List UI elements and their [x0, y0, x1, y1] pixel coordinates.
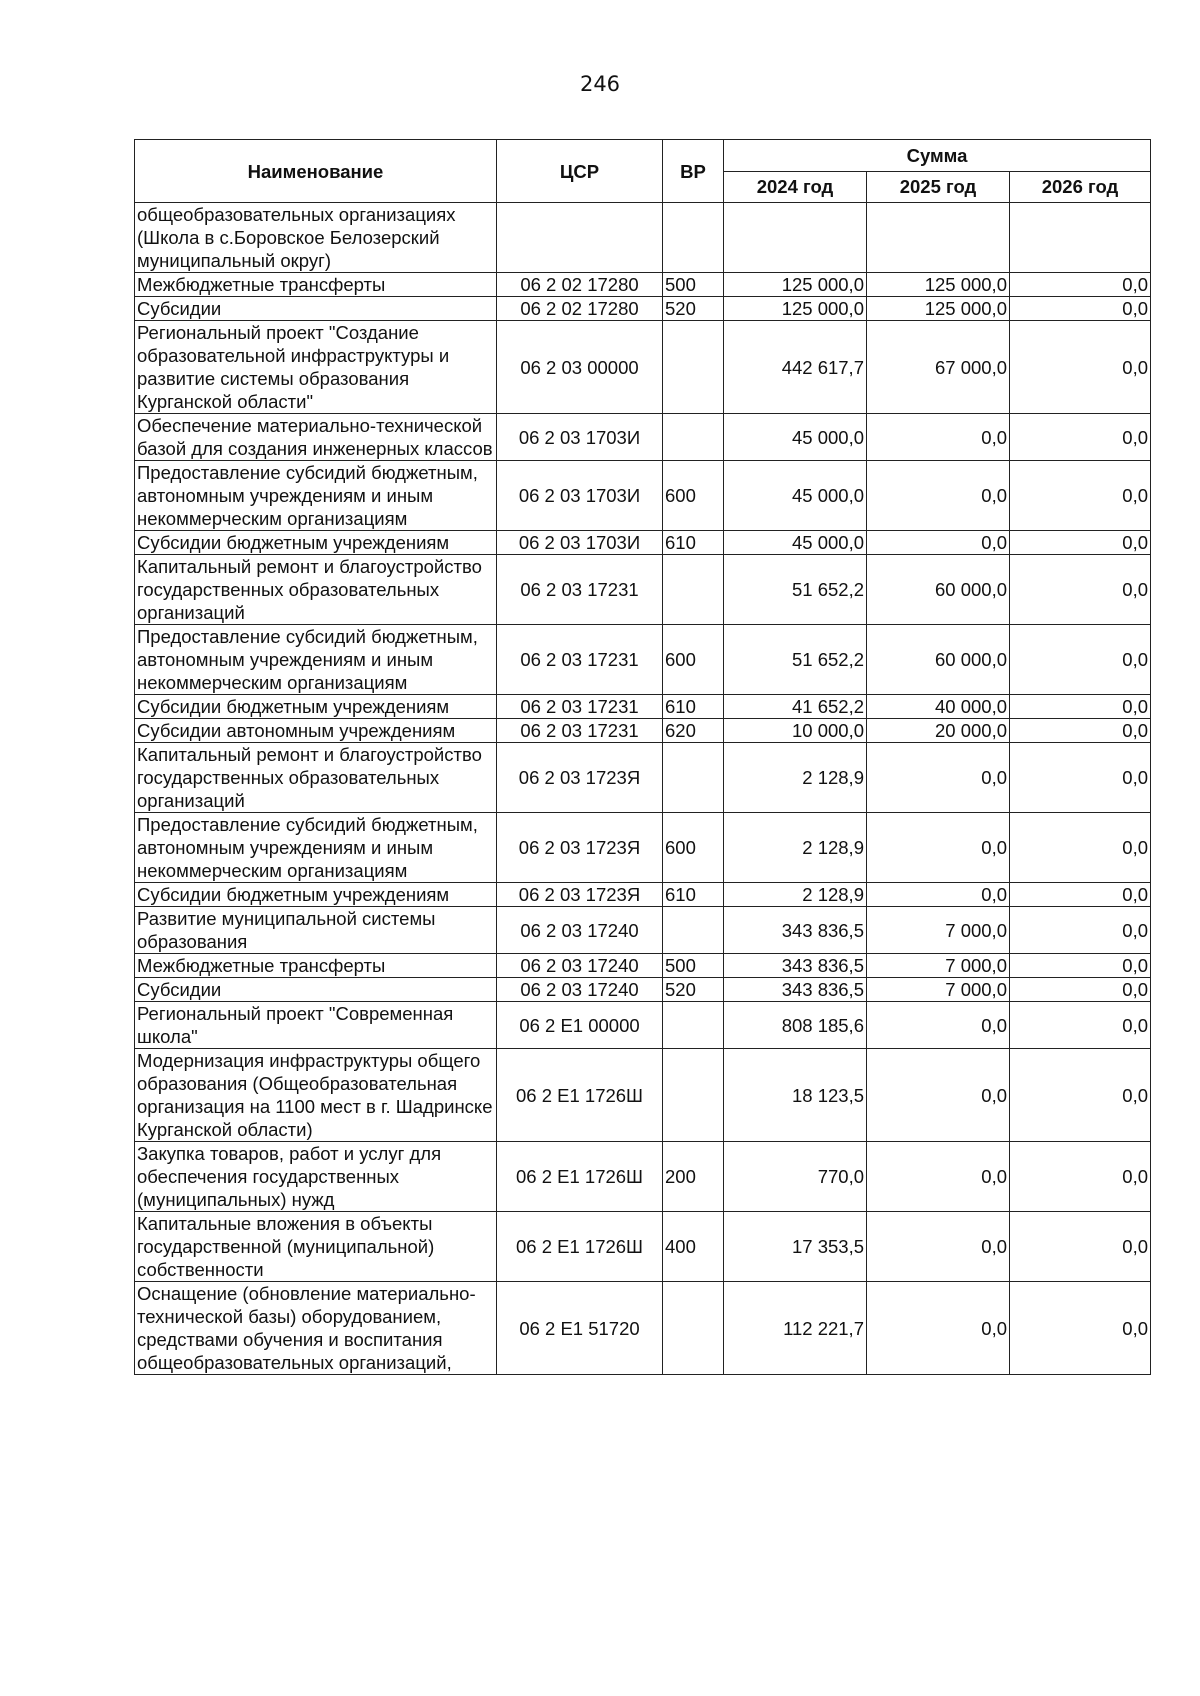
header-year-2024: 2024 год — [724, 171, 867, 203]
cell-2024: 112 221,7 — [724, 1282, 867, 1375]
cell-2024: 51 652,2 — [724, 555, 867, 625]
cell-2026: 0,0 — [1010, 555, 1151, 625]
cell-2024: 2 128,9 — [724, 883, 867, 907]
cell-csr: 06 2 03 1723Я — [497, 743, 663, 813]
cell-vr: 400 — [663, 1212, 724, 1282]
budget-table — [134, 139, 1151, 1375]
cell-csr: 06 2 03 1723Я — [497, 813, 663, 883]
cell-csr: 06 2 02 17280 — [497, 273, 663, 297]
cell-csr: 06 2 03 1703И — [497, 461, 663, 531]
cell-2026: 0,0 — [1010, 1049, 1151, 1142]
table-row — [135, 1212, 1151, 1282]
cell-name: Субсидии бюджетным учреждениям — [135, 531, 497, 555]
cell-2025: 0,0 — [867, 883, 1010, 907]
table-row — [135, 695, 1151, 719]
table-row — [135, 978, 1151, 1002]
cell-csr: 06 2 E1 1726Ш — [497, 1212, 663, 1282]
cell-2024: 45 000,0 — [724, 461, 867, 531]
cell-name: Субсидии — [135, 297, 497, 321]
cell-2024: 125 000,0 — [724, 273, 867, 297]
cell-2025: 7 000,0 — [867, 954, 1010, 978]
cell-2025: 0,0 — [867, 414, 1010, 461]
cell-vr — [663, 555, 724, 625]
cell-name: Капитальный ремонт и благоустройство государственных образовательных организаций — [135, 743, 497, 813]
cell-csr: 06 2 03 1703И — [497, 531, 663, 555]
header-sum: Сумма — [724, 140, 1151, 172]
cell-csr — [497, 203, 663, 273]
cell-2024: 45 000,0 — [724, 414, 867, 461]
cell-2025: 0,0 — [867, 1212, 1010, 1282]
cell-2024: 18 123,5 — [724, 1049, 867, 1142]
cell-2025: 0,0 — [867, 461, 1010, 531]
table-row — [135, 813, 1151, 883]
cell-2024: 17 353,5 — [724, 1212, 867, 1282]
cell-2024: 41 652,2 — [724, 695, 867, 719]
cell-name: Развитие муниципальной системы образования — [135, 907, 497, 954]
table-row — [135, 461, 1151, 531]
cell-2025: 7 000,0 — [867, 978, 1010, 1002]
table-row — [135, 1049, 1151, 1142]
cell-2025 — [867, 203, 1010, 273]
cell-name: Субсидии — [135, 978, 497, 1002]
cell-2025: 0,0 — [867, 1049, 1010, 1142]
cell-csr: 06 2 03 1703И — [497, 414, 663, 461]
cell-2026 — [1010, 203, 1151, 273]
cell-vr — [663, 1049, 724, 1142]
cell-name: Межбюджетные трансферты — [135, 273, 497, 297]
cell-csr: 06 2 03 17240 — [497, 954, 663, 978]
cell-2024: 343 836,5 — [724, 907, 867, 954]
cell-2026: 0,0 — [1010, 978, 1151, 1002]
cell-2026: 0,0 — [1010, 883, 1151, 907]
cell-2024: 2 128,9 — [724, 743, 867, 813]
cell-vr: 520 — [663, 297, 724, 321]
page-number: 246 — [579, 72, 621, 96]
cell-2024: 343 836,5 — [724, 954, 867, 978]
table-row — [135, 719, 1151, 743]
table-row — [135, 625, 1151, 695]
cell-2025: 125 000,0 — [867, 297, 1010, 321]
cell-name: общеобразовательных организациях (Школа в с.Боровское Белозерский муниципальный округ) — [135, 203, 497, 273]
cell-2026: 0,0 — [1010, 531, 1151, 555]
cell-csr: 06 2 02 17280 — [497, 297, 663, 321]
cell-csr: 06 2 03 17240 — [497, 907, 663, 954]
table-row — [135, 297, 1151, 321]
cell-name: Региональный проект "Современная школа" — [135, 1002, 497, 1049]
table-header — [135, 140, 1151, 203]
cell-csr: 06 2 03 17231 — [497, 555, 663, 625]
cell-vr: 200 — [663, 1142, 724, 1212]
cell-vr: 600 — [663, 813, 724, 883]
table-row — [135, 414, 1151, 461]
table-row — [135, 883, 1151, 907]
cell-name: Обеспечение материально-технической базой для создания инженерных классов — [135, 414, 497, 461]
cell-2025: 60 000,0 — [867, 625, 1010, 695]
cell-name: Региональный проект "Создание образовательной инфраструктуры и развитие системы образования Курганской области" — [135, 321, 497, 414]
header-year-2026: 2026 год — [1010, 171, 1151, 203]
table-row — [135, 1002, 1151, 1049]
cell-csr: 06 2 E1 00000 — [497, 1002, 663, 1049]
cell-name: Капитальный ремонт и благоустройство государственных образовательных организаций — [135, 555, 497, 625]
cell-name: Капитальные вложения в объекты государственной (муниципальной) собственности — [135, 1212, 497, 1282]
table-row — [135, 1142, 1151, 1212]
cell-2026: 0,0 — [1010, 461, 1151, 531]
cell-2026: 0,0 — [1010, 1282, 1151, 1375]
cell-2025: 0,0 — [867, 1282, 1010, 1375]
cell-csr: 06 2 03 1723Я — [497, 883, 663, 907]
cell-2026: 0,0 — [1010, 321, 1151, 414]
cell-2026: 0,0 — [1010, 1142, 1151, 1212]
cell-vr — [663, 907, 724, 954]
cell-name: Субсидии бюджетным учреждениям — [135, 883, 497, 907]
cell-2026: 0,0 — [1010, 954, 1151, 978]
cell-vr: 620 — [663, 719, 724, 743]
cell-2026: 0,0 — [1010, 743, 1151, 813]
cell-2026: 0,0 — [1010, 1212, 1151, 1282]
cell-name: Предоставление субсидий бюджетным, автономным учреждениям и иным некоммерческим организациям — [135, 625, 497, 695]
cell-csr: 06 2 E1 1726Ш — [497, 1049, 663, 1142]
cell-vr: 520 — [663, 978, 724, 1002]
cell-name: Оснащение (обновление материально-технической базы) оборудованием, средствами обучения и воспитания общеобразовательных организаций, — [135, 1282, 497, 1375]
header-name: Наименование — [135, 140, 497, 203]
header-vr: ВР — [663, 140, 724, 203]
table-row — [135, 273, 1151, 297]
cell-2026: 0,0 — [1010, 813, 1151, 883]
cell-2024: 10 000,0 — [724, 719, 867, 743]
cell-csr: 06 2 03 17231 — [497, 695, 663, 719]
cell-csr: 06 2 03 17240 — [497, 978, 663, 1002]
cell-csr: 06 2 E1 1726Ш — [497, 1142, 663, 1212]
cell-2024: 442 617,7 — [724, 321, 867, 414]
cell-2024: 2 128,9 — [724, 813, 867, 883]
cell-2025: 0,0 — [867, 1002, 1010, 1049]
cell-2024: 770,0 — [724, 1142, 867, 1212]
header-csr: ЦСР — [497, 140, 663, 203]
cell-csr: 06 2 03 17231 — [497, 719, 663, 743]
cell-2025: 40 000,0 — [867, 695, 1010, 719]
table-row — [135, 1282, 1151, 1375]
table-body — [135, 203, 1151, 1375]
cell-vr: 500 — [663, 954, 724, 978]
cell-csr: 06 2 03 00000 — [497, 321, 663, 414]
cell-2024: 45 000,0 — [724, 531, 867, 555]
cell-vr: 610 — [663, 883, 724, 907]
cell-vr — [663, 414, 724, 461]
cell-vr — [663, 1002, 724, 1049]
cell-2024 — [724, 203, 867, 273]
cell-2024: 51 652,2 — [724, 625, 867, 695]
cell-vr — [663, 203, 724, 273]
cell-2026: 0,0 — [1010, 273, 1151, 297]
cell-2026: 0,0 — [1010, 1002, 1151, 1049]
cell-2025: 7 000,0 — [867, 907, 1010, 954]
cell-2025: 20 000,0 — [867, 719, 1010, 743]
cell-name: Предоставление субсидий бюджетным, автономным учреждениям и иным некоммерческим организациям — [135, 461, 497, 531]
cell-2025: 125 000,0 — [867, 273, 1010, 297]
table-row — [135, 203, 1151, 273]
cell-vr: 600 — [663, 625, 724, 695]
cell-2024: 125 000,0 — [724, 297, 867, 321]
cell-2025: 0,0 — [867, 531, 1010, 555]
table-row — [135, 743, 1151, 813]
cell-vr — [663, 321, 724, 414]
cell-name: Предоставление субсидий бюджетным, автономным учреждениям и иным некоммерческим организациям — [135, 813, 497, 883]
cell-vr: 610 — [663, 531, 724, 555]
cell-vr: 500 — [663, 273, 724, 297]
cell-2026: 0,0 — [1010, 625, 1151, 695]
table-row — [135, 907, 1151, 954]
cell-2025: 0,0 — [867, 813, 1010, 883]
cell-name: Модернизация инфраструктуры общего образования (Общеобразовательная организация на 1100 мест в г. Шадринске Курганской области) — [135, 1049, 497, 1142]
table-row — [135, 555, 1151, 625]
table-row — [135, 321, 1151, 414]
cell-2026: 0,0 — [1010, 414, 1151, 461]
cell-2025: 67 000,0 — [867, 321, 1010, 414]
cell-csr: 06 2 E1 51720 — [497, 1282, 663, 1375]
table-row — [135, 531, 1151, 555]
cell-2026: 0,0 — [1010, 297, 1151, 321]
cell-name: Межбюджетные трансферты — [135, 954, 497, 978]
cell-2025: 0,0 — [867, 1142, 1010, 1212]
cell-2026: 0,0 — [1010, 695, 1151, 719]
cell-2024: 343 836,5 — [724, 978, 867, 1002]
cell-name: Субсидии автономным учреждениям — [135, 719, 497, 743]
cell-name: Закупка товаров, работ и услуг для обеспечения государственных (муниципальных) нужд — [135, 1142, 497, 1212]
cell-vr: 600 — [663, 461, 724, 531]
cell-2025: 60 000,0 — [867, 555, 1010, 625]
cell-vr — [663, 743, 724, 813]
cell-2026: 0,0 — [1010, 719, 1151, 743]
table-row — [135, 954, 1151, 978]
cell-csr: 06 2 03 17231 — [497, 625, 663, 695]
cell-2026: 0,0 — [1010, 907, 1151, 954]
cell-2025: 0,0 — [867, 743, 1010, 813]
cell-vr — [663, 1282, 724, 1375]
cell-vr: 610 — [663, 695, 724, 719]
header-year-2025: 2025 год — [867, 171, 1010, 203]
cell-2024: 808 185,6 — [724, 1002, 867, 1049]
cell-name: Субсидии бюджетным учреждениям — [135, 695, 497, 719]
